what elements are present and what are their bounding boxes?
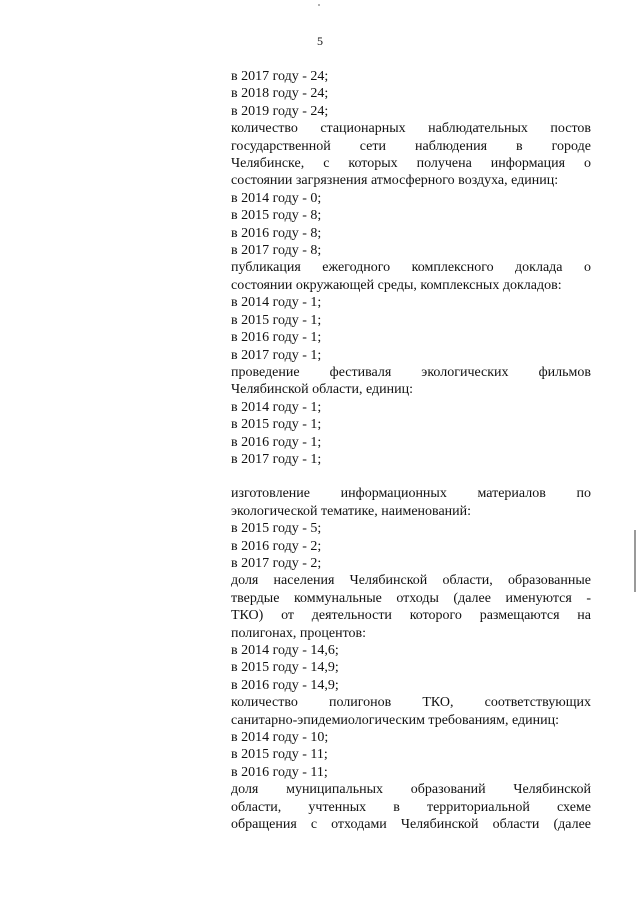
text-line: в 2018 году - 24; (231, 86, 329, 102)
text-line: доля муниципальных образований Челябинской (231, 782, 591, 798)
text-line: в 2017 году - 24; (231, 69, 329, 84)
text-line: в 2014 году - 1; (231, 295, 322, 311)
text-line: полигонах, процентов: (231, 625, 367, 641)
text-line: в 2017 году - 2; (231, 555, 322, 571)
document-body (231, 68, 591, 833)
page-number: 5 (317, 34, 323, 48)
text-line: в 2015 году - 1; (231, 312, 322, 328)
text-line: экологической тематике, наименований: (231, 503, 472, 519)
text-line: в 2014 году - 0; (231, 190, 322, 206)
text-line: в 2017 году - 8; (231, 243, 322, 259)
text-line: в 2015 году - 8; (231, 208, 322, 224)
text-line: в 2017 году - 1; (231, 347, 322, 363)
text-line: области, учтенных в территориальной схеме (231, 799, 591, 815)
text-line: Челябинске, с которых получена информация о (231, 156, 591, 172)
text-line: в 2015 году - 14,9; (231, 660, 339, 676)
text-line: в 2016 году - 1; (231, 434, 322, 450)
text-line: доля населения Челябинской области, образованные (231, 573, 591, 589)
text-line: количество стационарных наблюдательных постов (231, 121, 591, 137)
text-line: твердые коммунальные отходы (далее именуются - (231, 590, 591, 606)
text-line: публикация ежегодного комплексного доклада о (231, 260, 591, 276)
text-line: в 2016 году - 14,9; (231, 677, 339, 693)
text-line: в 2014 году - 14,6; (231, 643, 339, 658)
text-line: в 2016 году - 8; (231, 225, 322, 241)
text-line: в 2015 году - 5; (231, 521, 322, 537)
text-line: в 2019 году - 24; (231, 103, 329, 119)
text-line: обращения с отходами Челябинской области (далее (231, 817, 591, 833)
text-line: проведение фестиваля экологических фильмов (231, 364, 591, 380)
scan-speck (318, 4, 320, 6)
text-line: в 2016 году - 2; (231, 538, 322, 554)
text-line: в 2017 году - 1; (231, 451, 322, 467)
text-line: в 2014 году - 10; (231, 730, 329, 746)
text-line: в 2015 году - 11; (231, 747, 328, 763)
text-line: в 2016 году - 11; (231, 764, 328, 780)
text-line: в 2014 году - 1; (231, 399, 322, 415)
text-line: изготовление информационных материалов по (231, 486, 591, 502)
text-line: в 2015 году - 1; (231, 417, 322, 433)
text-line: в 2016 году - 1; (231, 330, 322, 346)
text-line: состоянии окружающей среды, комплексных докладов: (231, 277, 562, 293)
scan-edge-mark (634, 530, 636, 592)
text-line: санитарно-эпидемиологическим требованиям, единиц: (231, 712, 559, 728)
text-line: государственной сети наблюдения в городе (231, 138, 591, 154)
text-line: ТКО) от деятельности которого размещаются на (231, 608, 591, 624)
text-line: состоянии загрязнения атмосферного воздуха, единиц: (231, 173, 559, 189)
text-line: количество полигонов ТКО, соответствующих (231, 695, 591, 711)
text-line: Челябинской области, единиц: (231, 382, 413, 398)
paragraph-gap (231, 468, 591, 485)
